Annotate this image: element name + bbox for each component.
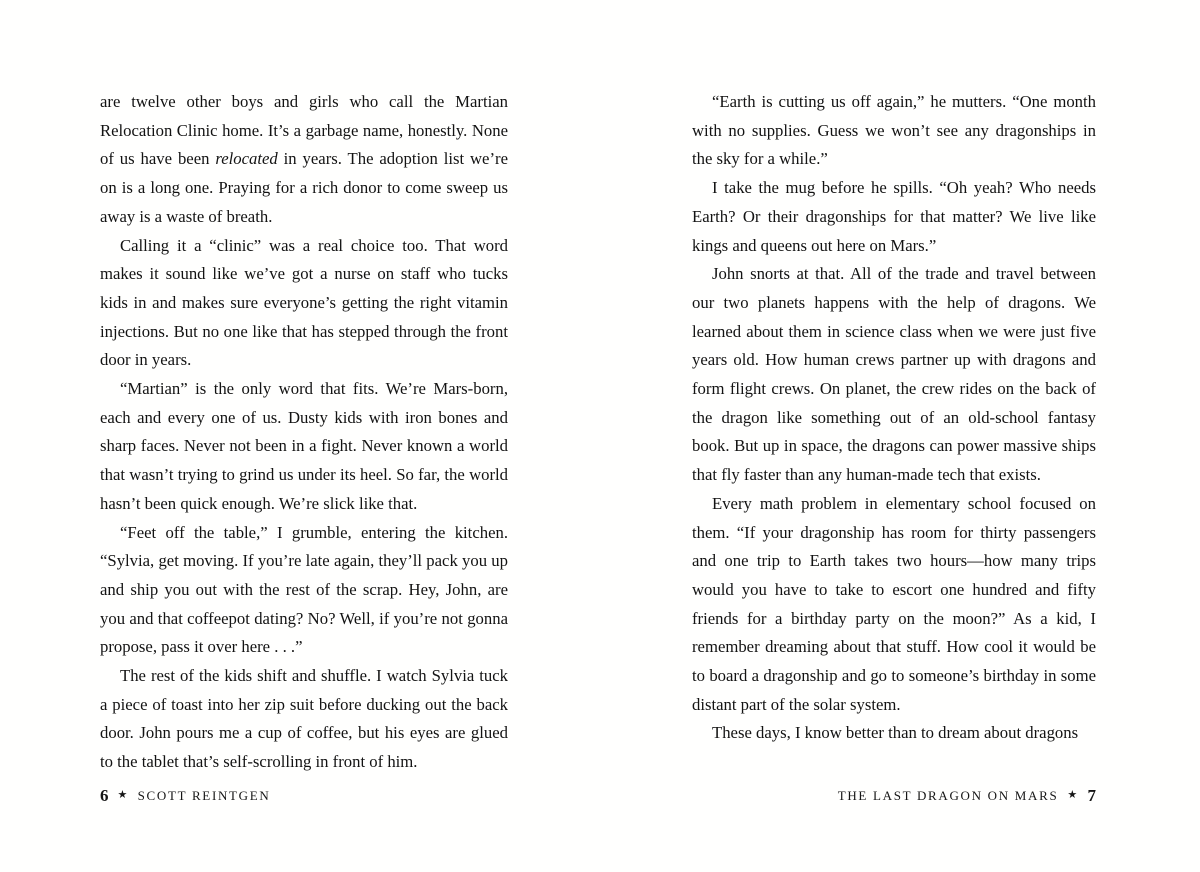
- paragraph: “Feet off the table,” I grumble, entering the kitchen. “Sylvia, get moving. If you’re late again, they’ll pack you up and ship you out with the rest of the scrap. Hey, John, are you and that coffeepot dating? No? Well, if you’re not gonna propose, pass it over here . . .”: [100, 522, 508, 657]
- right-page: [600, 0, 1200, 872]
- italic-text: relocated: [215, 149, 278, 169]
- left-page-footer: [100, 786, 270, 806]
- running-head-author: SCOTT REINTGEN: [137, 788, 271, 803]
- paragraph: The rest of the kids shift and shuffle. I watch Sylvia tuck a piece of toast into her zip suit before ducking out the back door. John pours me a cup of coffee, but his eyes are glued to the tablet that’s self-scrolling in front of him.: [100, 666, 508, 772]
- page-number-left: 6: [100, 786, 109, 805]
- paragraph: Every math problem in elementary school focused on them. “If your dragonship has room for thirty passengers and one trip to Earth takes two hours—how many trips would you have to take to escort one hundred and fifty friends for a birthday party on the moon?” As a kid, I remember dreaming about that stuff. How cool it would be to board a dragonship and go to someone’s birthday in some distant part of the solar system.: [692, 493, 1096, 714]
- paragraph: Calling it a “clinic” was a real choice too. That word makes it sound like we’ve got a nurse on staff who tucks kids in and makes sure everyone’s getting the right vitamin injections. But no one like that has stepped through the front door in years.: [100, 235, 508, 370]
- paragraph: are twelve other boys and girls who call the Martian Relocation Clinic home. It’s a garbage name, honestly. None of us have been relocated in years. The adoption list we’re on is a long one. Praying for a rich donor to come sweep us away is a waste of breath.: [100, 92, 508, 226]
- star-icon: ★: [117, 788, 129, 801]
- paragraph: These days, I know better than to dream about dragons: [712, 723, 1079, 743]
- right-page-footer: [838, 786, 1096, 806]
- paragraph: “Earth is cutting us off again,” he mutters. “One month with no supplies. Guess we won’t see any dragonships in the sky for a while.”: [692, 92, 1096, 169]
- left-page-body: [100, 88, 508, 777]
- star-icon: ★: [1067, 788, 1079, 801]
- paragraph: John snorts at that. All of the trade and travel between our two planets happens with the help of dragons. We learned about them in science class when we were just five years old. How human crews partner up with dragons and form flight crews. On planet, the crew rides on the back of the dragon like something out of an old-school fantasy book. But up in space, the dragons can power massive ships that fly faster than any human-made tech that exists.: [692, 264, 1096, 485]
- paragraph: I take the mug before he spills. “Oh yeah? Who needs Earth? Or their dragonships for that matter? We live like kings and queens out here on Mars.”: [692, 178, 1096, 255]
- right-page-body: [692, 88, 1096, 748]
- running-head-title: THE LAST DRAGON ON MARS: [837, 788, 1059, 803]
- paragraph: “Martian” is the only word that fits. We’re Mars-born, each and every one of us. Dusty kids with iron bones and sharp faces. Never not been in a fight. Never known a world that wasn’t trying to grind us under its heel. So far, the world hasn’t been quick enough. We’re slick like that.: [100, 379, 508, 513]
- page-number-right: 7: [1087, 786, 1096, 805]
